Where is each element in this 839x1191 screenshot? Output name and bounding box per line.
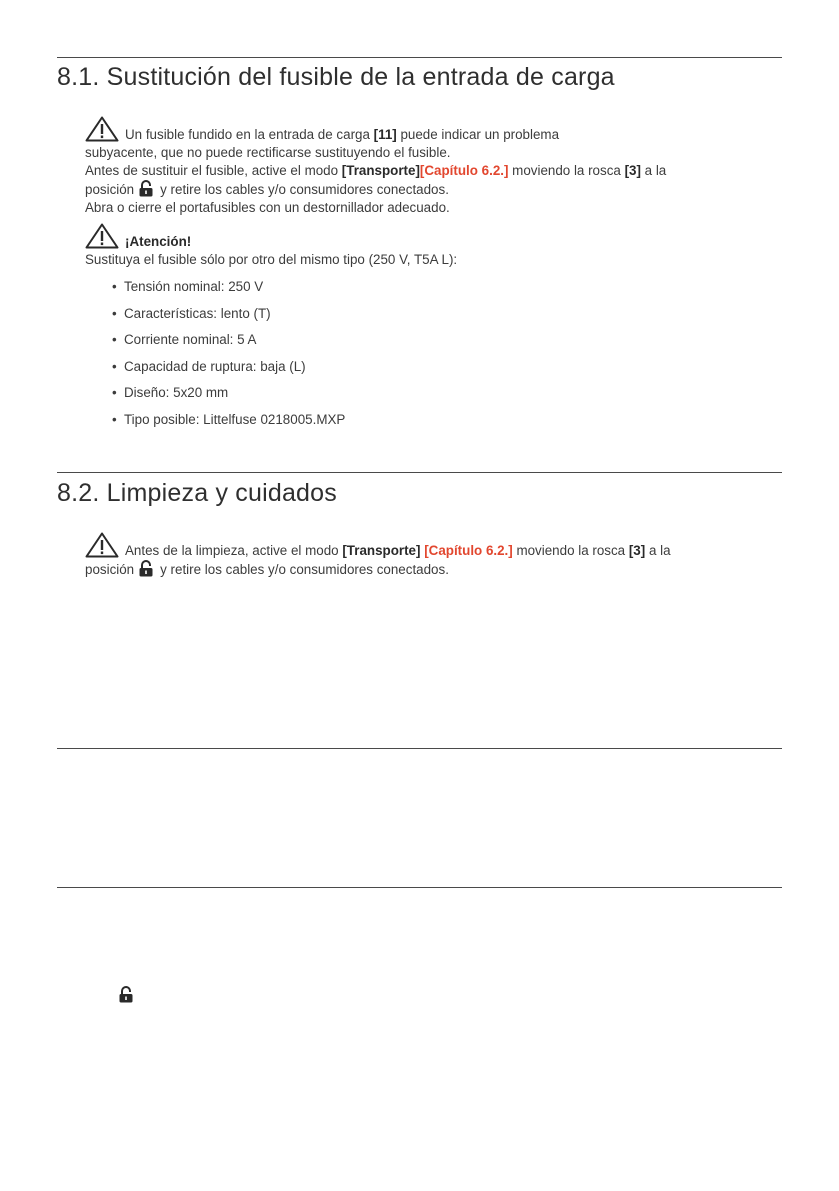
cleaning-warning-text-3: a la bbox=[645, 543, 671, 558]
section-title-fuse-replacement: 8.1. Sustitución del fusible de la entrada de carga bbox=[57, 63, 615, 91]
section-divider-top bbox=[57, 57, 782, 58]
fuse-warning-line-1 bbox=[85, 116, 775, 144]
section-title-cleaning: 8.2. Limpieza y cuidados bbox=[57, 479, 337, 507]
fuse-warning-block bbox=[85, 116, 775, 217]
fuse-warning-ref-11: [11] bbox=[373, 127, 397, 142]
cleaning-warning-text-5: y retire los cables y/o consumidores conectados. bbox=[160, 562, 449, 577]
cleaning-warning-text-2: moviendo la rosca bbox=[512, 543, 629, 558]
list-item: • Diseño: 5x20 mm bbox=[112, 385, 229, 400]
warning-triangle-icon bbox=[85, 532, 119, 558]
attention-label: ¡Atención! bbox=[125, 234, 192, 249]
fuse-warning-line-3 bbox=[85, 162, 775, 180]
transport-mode-label: [Transporte] bbox=[341, 163, 420, 178]
fuse-warning-text-2: puede indicar un problema bbox=[396, 127, 560, 142]
fuse-warning-line-2: subyacente, que no puede rectificarse sustituyendo el fusible. bbox=[85, 145, 451, 160]
list-item: • Tipo posible: Littelfuse 0218005.MXP bbox=[112, 411, 346, 427]
fuse-warning-text-8: y retire los cables y/o consumidores conectados. bbox=[160, 182, 449, 197]
fuse-warning-text-7: posición bbox=[85, 182, 135, 197]
fuse-warning-text-6: a la bbox=[640, 163, 667, 178]
section-divider-cleaning bbox=[57, 472, 782, 473]
cleaning-warning-line-1 bbox=[85, 532, 775, 560]
attention-text: Sustituya el fusible sólo por otro del mismo tipo (250 V, T5A L): bbox=[85, 252, 458, 267]
padlock-icon bbox=[138, 560, 154, 577]
attention-heading bbox=[85, 223, 775, 251]
cleaning-warning-block bbox=[85, 532, 775, 579]
padlock-icon bbox=[138, 180, 154, 197]
cleaning-warning-ref-3: [3] bbox=[628, 543, 646, 558]
fuse-warning-line-4 bbox=[85, 180, 775, 199]
list-item: • Capacidad de ruptura: baja (L) bbox=[112, 358, 306, 374]
chapter-6-2-link[interactable]: [Capítulo 6.2.] bbox=[424, 543, 513, 558]
list-item: • Corriente nominal: 5 A bbox=[112, 332, 257, 347]
section-divider-3 bbox=[57, 748, 782, 749]
padlock-icon bbox=[118, 986, 134, 1003]
list-item: • Tensión nominal: 250 V bbox=[112, 279, 264, 294]
transport-mode-label: [Transporte] bbox=[342, 543, 421, 558]
section-divider-4 bbox=[57, 887, 782, 888]
fuse-spec-list bbox=[112, 278, 345, 437]
fuse-warning-text-4: Antes de sustituir el fusible, active el modo bbox=[85, 163, 342, 178]
warning-triangle-icon bbox=[85, 116, 119, 142]
cleaning-warning-text-1: Antes de la limpieza, active el modo bbox=[125, 543, 343, 558]
cleaning-warning-text-4: posición bbox=[85, 562, 135, 577]
fuse-warning-line-5: Abra o cierre el portafusibles con un destornillador adecuado. bbox=[85, 200, 450, 215]
cleaning-warning-line-2 bbox=[85, 560, 775, 579]
fuse-warning-text-1: Un fusible fundido en la entrada de carga bbox=[125, 127, 374, 142]
fuse-warning-text-5: moviendo la rosca bbox=[508, 163, 625, 178]
fuse-warning-ref-3: [3] bbox=[624, 163, 641, 178]
warning-triangle-icon bbox=[85, 223, 119, 249]
attention-block bbox=[85, 223, 775, 269]
list-item: • Características: lento (T) bbox=[112, 305, 271, 321]
chapter-6-2-link[interactable]: [Capítulo 6.2.] bbox=[419, 163, 509, 178]
